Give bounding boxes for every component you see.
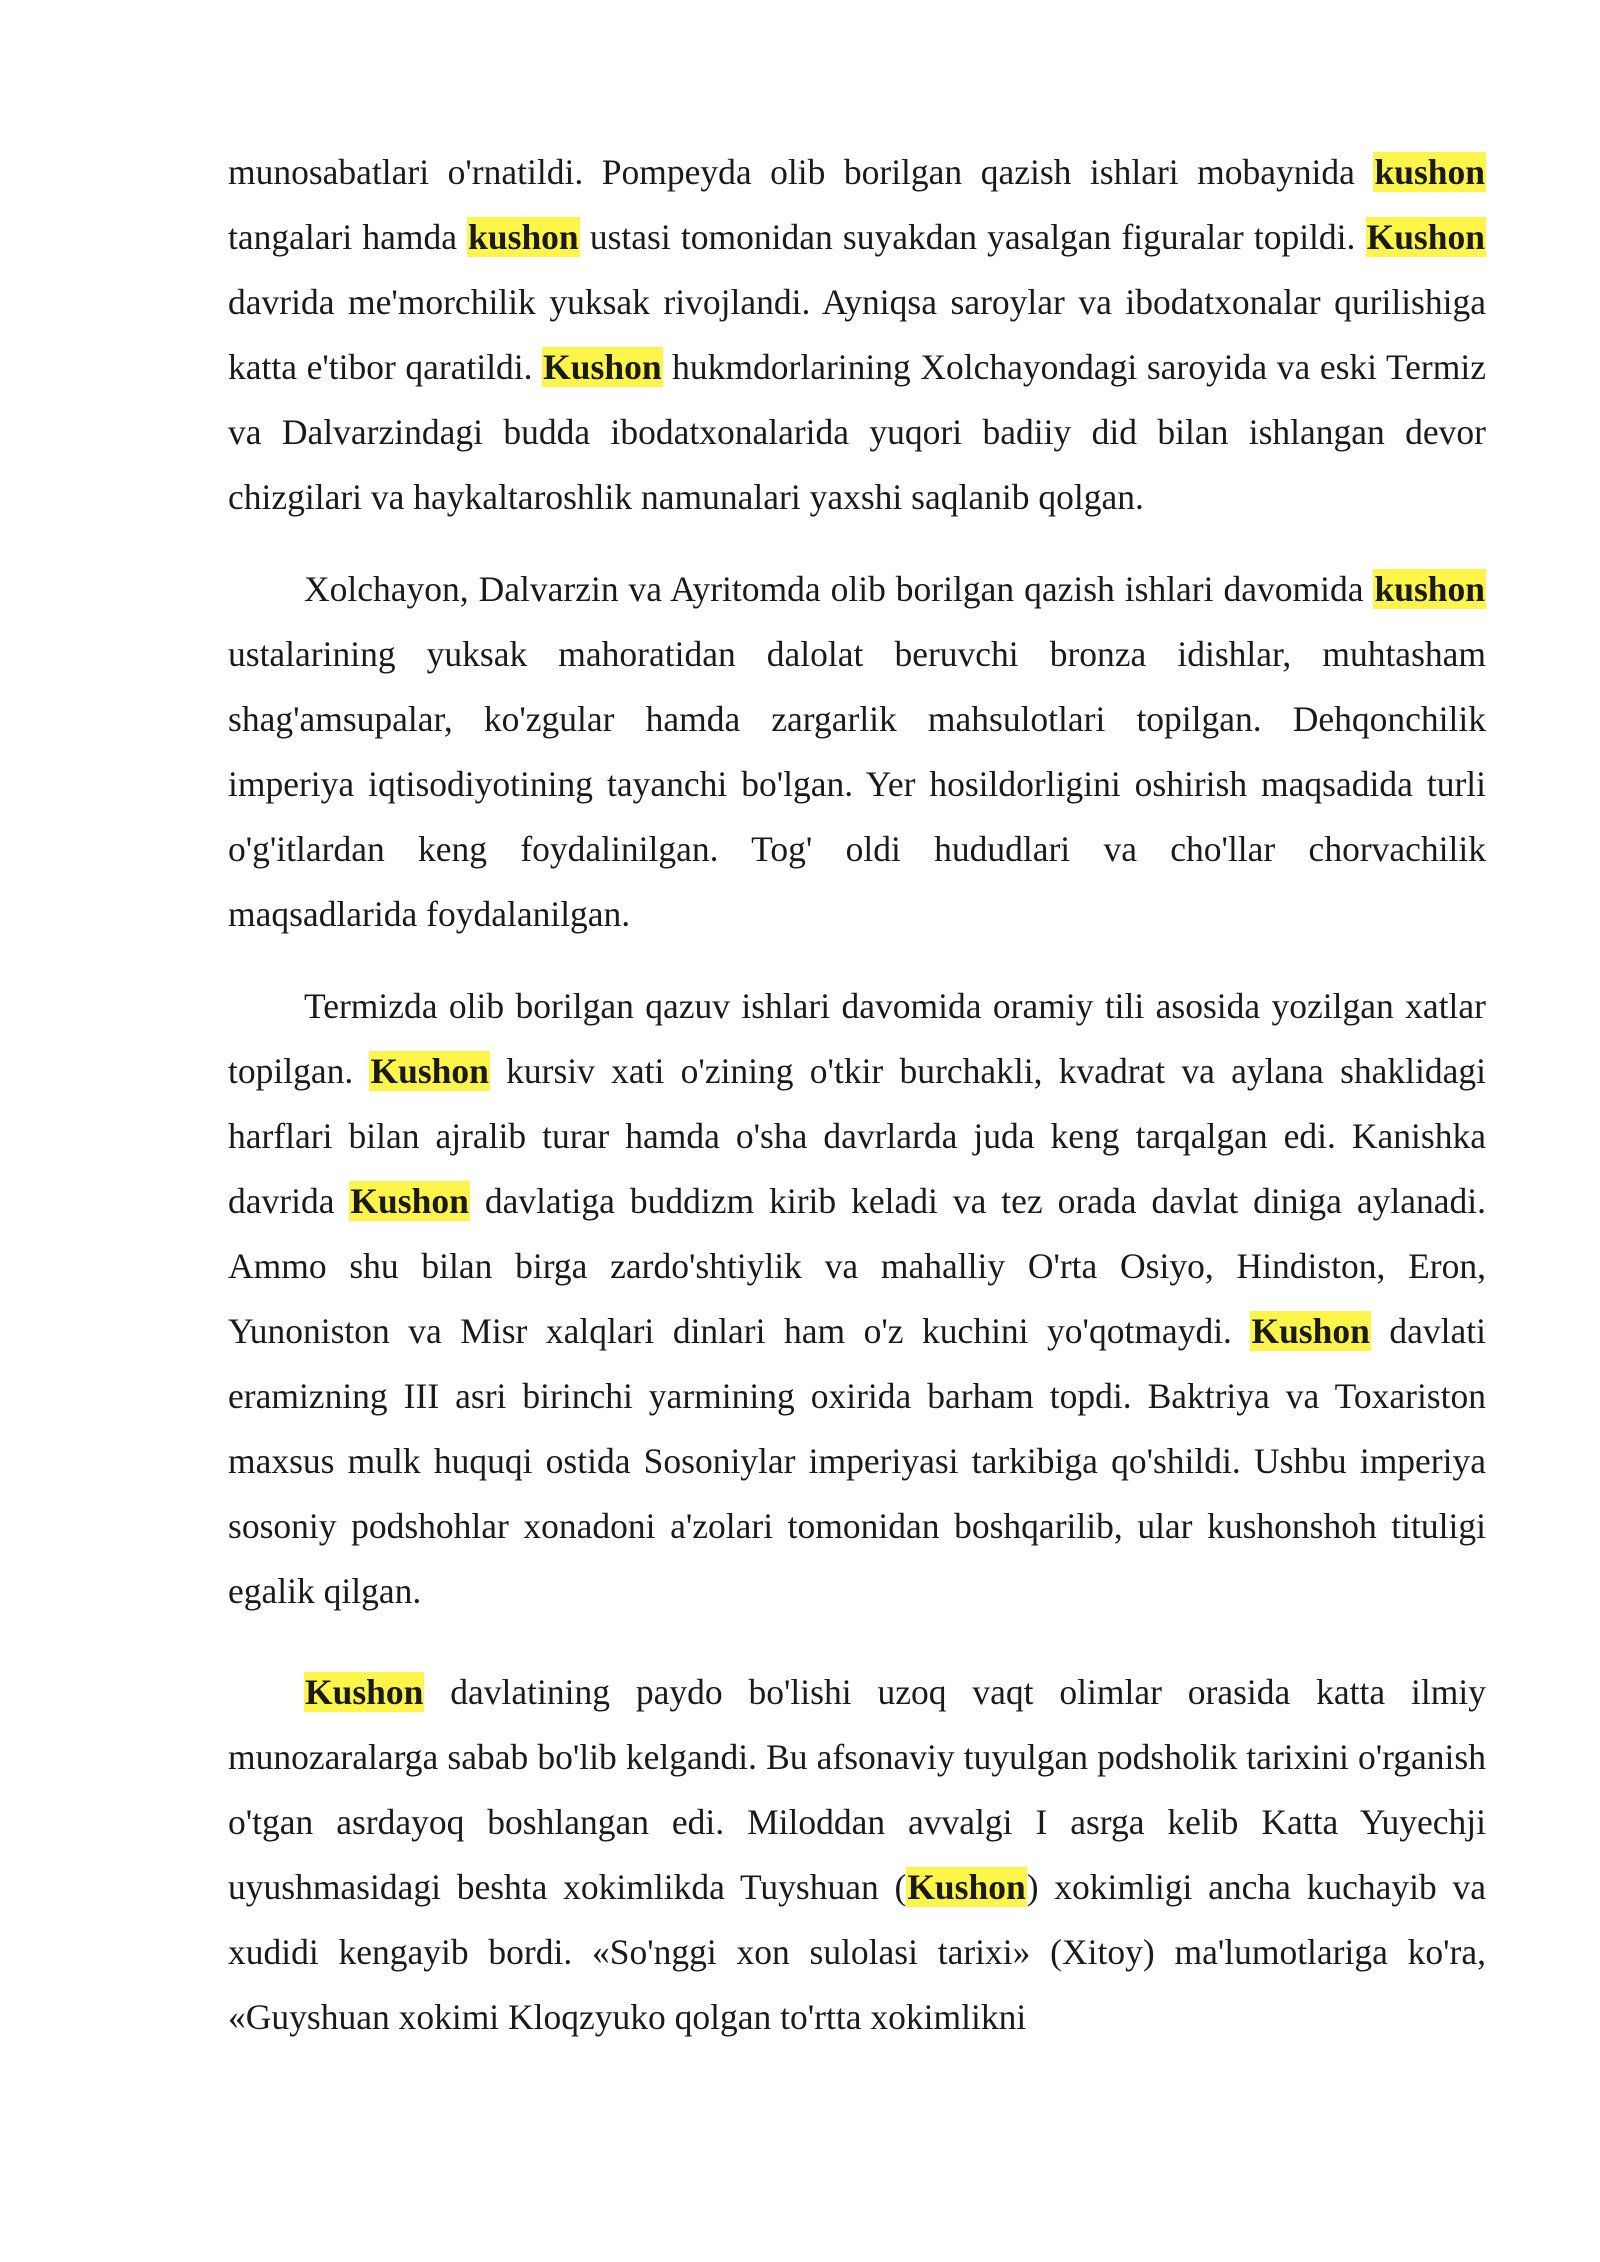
- text-segment: davrida me'morchilik yuksak rivojlandi. Ayniqsa saroylar va ibodatxonalar qurilishiga katta e'tibor qaratildi.: [228, 282, 1486, 387]
- text-segment: Termizda olib borilgan qazuv ishlari davomida oramiy tili asosida yozilgan xatlar topilgan.: [228, 986, 1486, 1091]
- text-segment: davlati eramizning III asri birinchi yarmining oxirida barham topdi. Baktriya va Toxariston maxsus mulk huquqi ostida Sosoniylar imperiyasi tarkibiga qo'shildi. Ushbu imperiya sosoniy podshohlar xonadoni a'zolari tomonidan boshqarilib, ular kushonshoh tituligi egalik qilgan.: [228, 1311, 1486, 1611]
- paragraph-1: [228, 140, 1486, 530]
- text-segment: Xolchayon, Dalvarzin va Ayritomda olib borilgan qazish ishlari davomida: [304, 569, 1374, 609]
- highlighted-term: Kushon: [1251, 1311, 1370, 1351]
- paragraph-3: [228, 974, 1486, 1624]
- highlighted-term: Kushon: [350, 1181, 469, 1221]
- highlighted-term: kushon: [1374, 152, 1485, 192]
- text-segment: kursiv xati o'zining o'tkir burchakli, kvadrat va aylana shaklidagi harflari bilan ajralib turar hamda o'sha davrlarda juda keng tarqalgan edi. Kanishka davrida: [228, 1051, 1486, 1221]
- highlighted-term: Kushon: [1366, 217, 1485, 257]
- text-segment: ustasi tomonidan suyakdan yasalgan figuralar topildi.: [579, 217, 1366, 257]
- highlighted-term: kushon: [1374, 569, 1485, 609]
- text-segment: davlatining paydo bo'lishi uzoq vaqt olimlar orasida katta ilmiy munozaralarga sabab bo'lib kelgandi. Bu afsonaviy tuyulgan podsholik tarixini o'rganish o'tgan asrdayoq boshlangan edi. Miloddan avvalgi I asrga kelib Katta Yuyechji uyushmasidagi beshta xokimlikda Tuyshuan (: [228, 1672, 1486, 1907]
- text-segment: ustalarining yuksak mahoratidan dalolat beruvchi bronza idishlar, muhtasham shag'amsupalar, ko'zgular hamda zargarlik mahsulotlari topilgan. Dehqonchilik imperiya iqtisodiyotining tayanchi bo'lgan. Yer hosildorligini oshirish maqsadida turli o'g'itlardan keng foydalinilgan. Tog' oldi hududlari va cho'llar chorvachilik maqsadlarida foydalanilgan.: [228, 634, 1486, 934]
- text-segment: ) xokimligi ancha kuchayib va xudidi kengayib bordi. «So'nggi xon sulolasi tarixi» (Xitoy) ma'lumotlariga ko'ra, «Guyshuan xokimi Kloqzyuko qolgan to'rtta xokimlikni: [228, 1867, 1487, 2037]
- text-segment: tangalari hamda: [228, 217, 468, 257]
- document-page: [228, 140, 1486, 2077]
- text-segment: davlatiga buddizm kirib keladi va tez orada davlat diniga aylanadi. Ammo shu bilan birga zardo'shtiylik va mahalliy O'rta Osiyo, Hindiston, Eron, Yunoniston va Misr xalqlari dinlari ham o'z kuchini yo'qotmaydi.: [228, 1181, 1486, 1351]
- highlighted-term: Kushon: [543, 347, 662, 387]
- text-segment: munosabatlari o'rnatildi. Pompeyda olib borilgan qazish ishlari mobaynida: [228, 152, 1374, 192]
- paragraph-2: [228, 557, 1486, 947]
- highlighted-term: Kushon: [370, 1051, 489, 1091]
- highlighted-term: kushon: [468, 217, 579, 257]
- text-segment: hukmdorlarining Xolchayondagi saroyida va eski Termiz va Dalvarzindagi budda ibodatxonalarida yuqori badiiy did bilan ishlangan devor chizgilari va haykaltaroshlik namunalari yaxshi saqlanib qolgan.: [228, 347, 1486, 517]
- highlighted-term: Kushon: [907, 1867, 1026, 1907]
- paragraph-4: [228, 1660, 1486, 2050]
- highlighted-term: Kushon: [305, 1672, 424, 1712]
